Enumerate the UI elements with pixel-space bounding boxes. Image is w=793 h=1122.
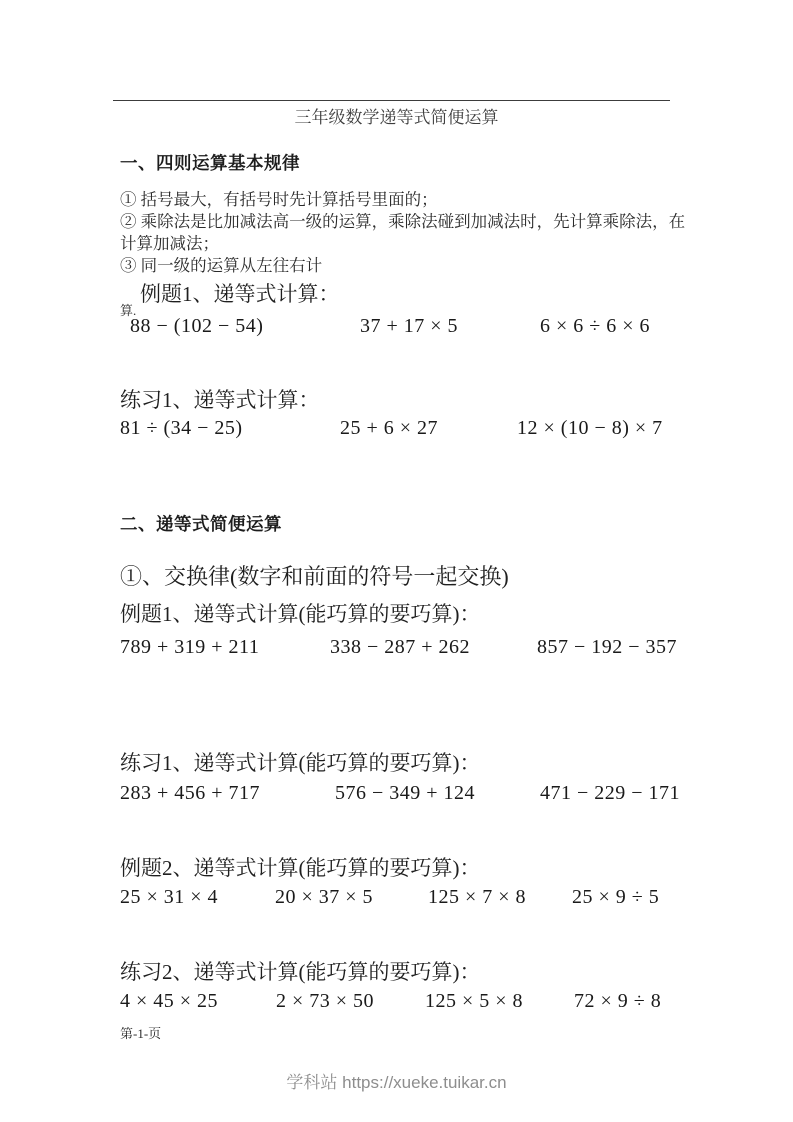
equation: 125 × 7 × 8	[428, 886, 527, 908]
equation: 37 + 17 × 5	[360, 315, 459, 337]
equation: 81 ÷ (34 − 25)	[120, 417, 243, 439]
footer-link[interactable]: 学科站 https://xueke.tuikar.cn	[286, 1073, 507, 1092]
equation: 25 × 31 × 4	[120, 886, 219, 908]
section1-heading: 一、四则运算基本规律	[120, 153, 300, 173]
page-number: 第-1-页	[120, 1026, 162, 1041]
equation: 6 × 6 ÷ 6 × 6	[540, 315, 651, 337]
equation: 25 + 6 × 27	[340, 417, 439, 439]
equation: 2 × 73 × 50	[276, 990, 375, 1012]
section2-heading: 二、递等式简便运算	[120, 514, 282, 534]
rule-item-1: ① 括号最大，有括号时先计算括号里面的；	[120, 190, 438, 209]
rule-item-3: ③ 同一级的运算从左往右计	[120, 256, 323, 275]
s2-example1-equations	[0, 636, 793, 664]
s1-example1-equations	[0, 315, 793, 343]
equation: 88 − (102 − 54)	[130, 315, 264, 337]
s2-example2-equations	[0, 886, 793, 914]
rules-list	[120, 189, 686, 277]
equation: 20 × 37 × 5	[275, 886, 374, 908]
equation: 125 × 5 × 8	[425, 990, 524, 1012]
equation: 857 − 192 − 357	[537, 636, 678, 658]
equation: 283 + 456 + 717	[120, 782, 261, 804]
equation: 4 × 45 × 25	[120, 990, 219, 1012]
s2-law1-line: ①、交换律(数字和前面的符号一起交换)	[120, 564, 509, 589]
rule3-wrapped-char: 算.	[120, 303, 137, 318]
equation: 576 − 349 + 124	[335, 782, 476, 804]
equation: 25 × 9 ÷ 5	[572, 886, 660, 908]
s1-practice1-label: 练习1、递等式计算：	[120, 388, 320, 412]
footer-watermark	[0, 1068, 793, 1093]
s2-practice1-equations	[0, 782, 793, 810]
equation: 789 + 319 + 211	[120, 636, 260, 658]
s1-practice1-equations	[0, 417, 793, 445]
s2-example2-label: 例题2、递等式计算(能巧算的要巧算)：	[120, 856, 481, 880]
s1-example1-label: 例题1、递等式计算：	[140, 282, 340, 306]
page-title: 三年级数学递等式简便运算	[294, 108, 499, 127]
s2-practice2-label: 练习2、递等式计算(能巧算的要巧算)：	[120, 960, 481, 984]
s2-example1-label: 例题1、递等式计算(能巧算的要巧算)：	[120, 602, 481, 626]
header-divider	[113, 100, 670, 101]
s2-practice1-label: 练习1、递等式计算(能巧算的要巧算)：	[120, 751, 481, 775]
s2-practice2-equations	[0, 990, 793, 1018]
equation: 12 × (10 − 8) × 7	[517, 417, 663, 439]
equation: 471 − 229 − 171	[540, 782, 681, 804]
rule-item-2: ② 乘除法是比加减法高一级的运算，乘除法碰到加减法时，先计算乘除法，在计算加减法；	[120, 212, 686, 253]
equation: 72 × 9 ÷ 8	[574, 990, 662, 1012]
equation: 338 − 287 + 262	[330, 636, 471, 658]
